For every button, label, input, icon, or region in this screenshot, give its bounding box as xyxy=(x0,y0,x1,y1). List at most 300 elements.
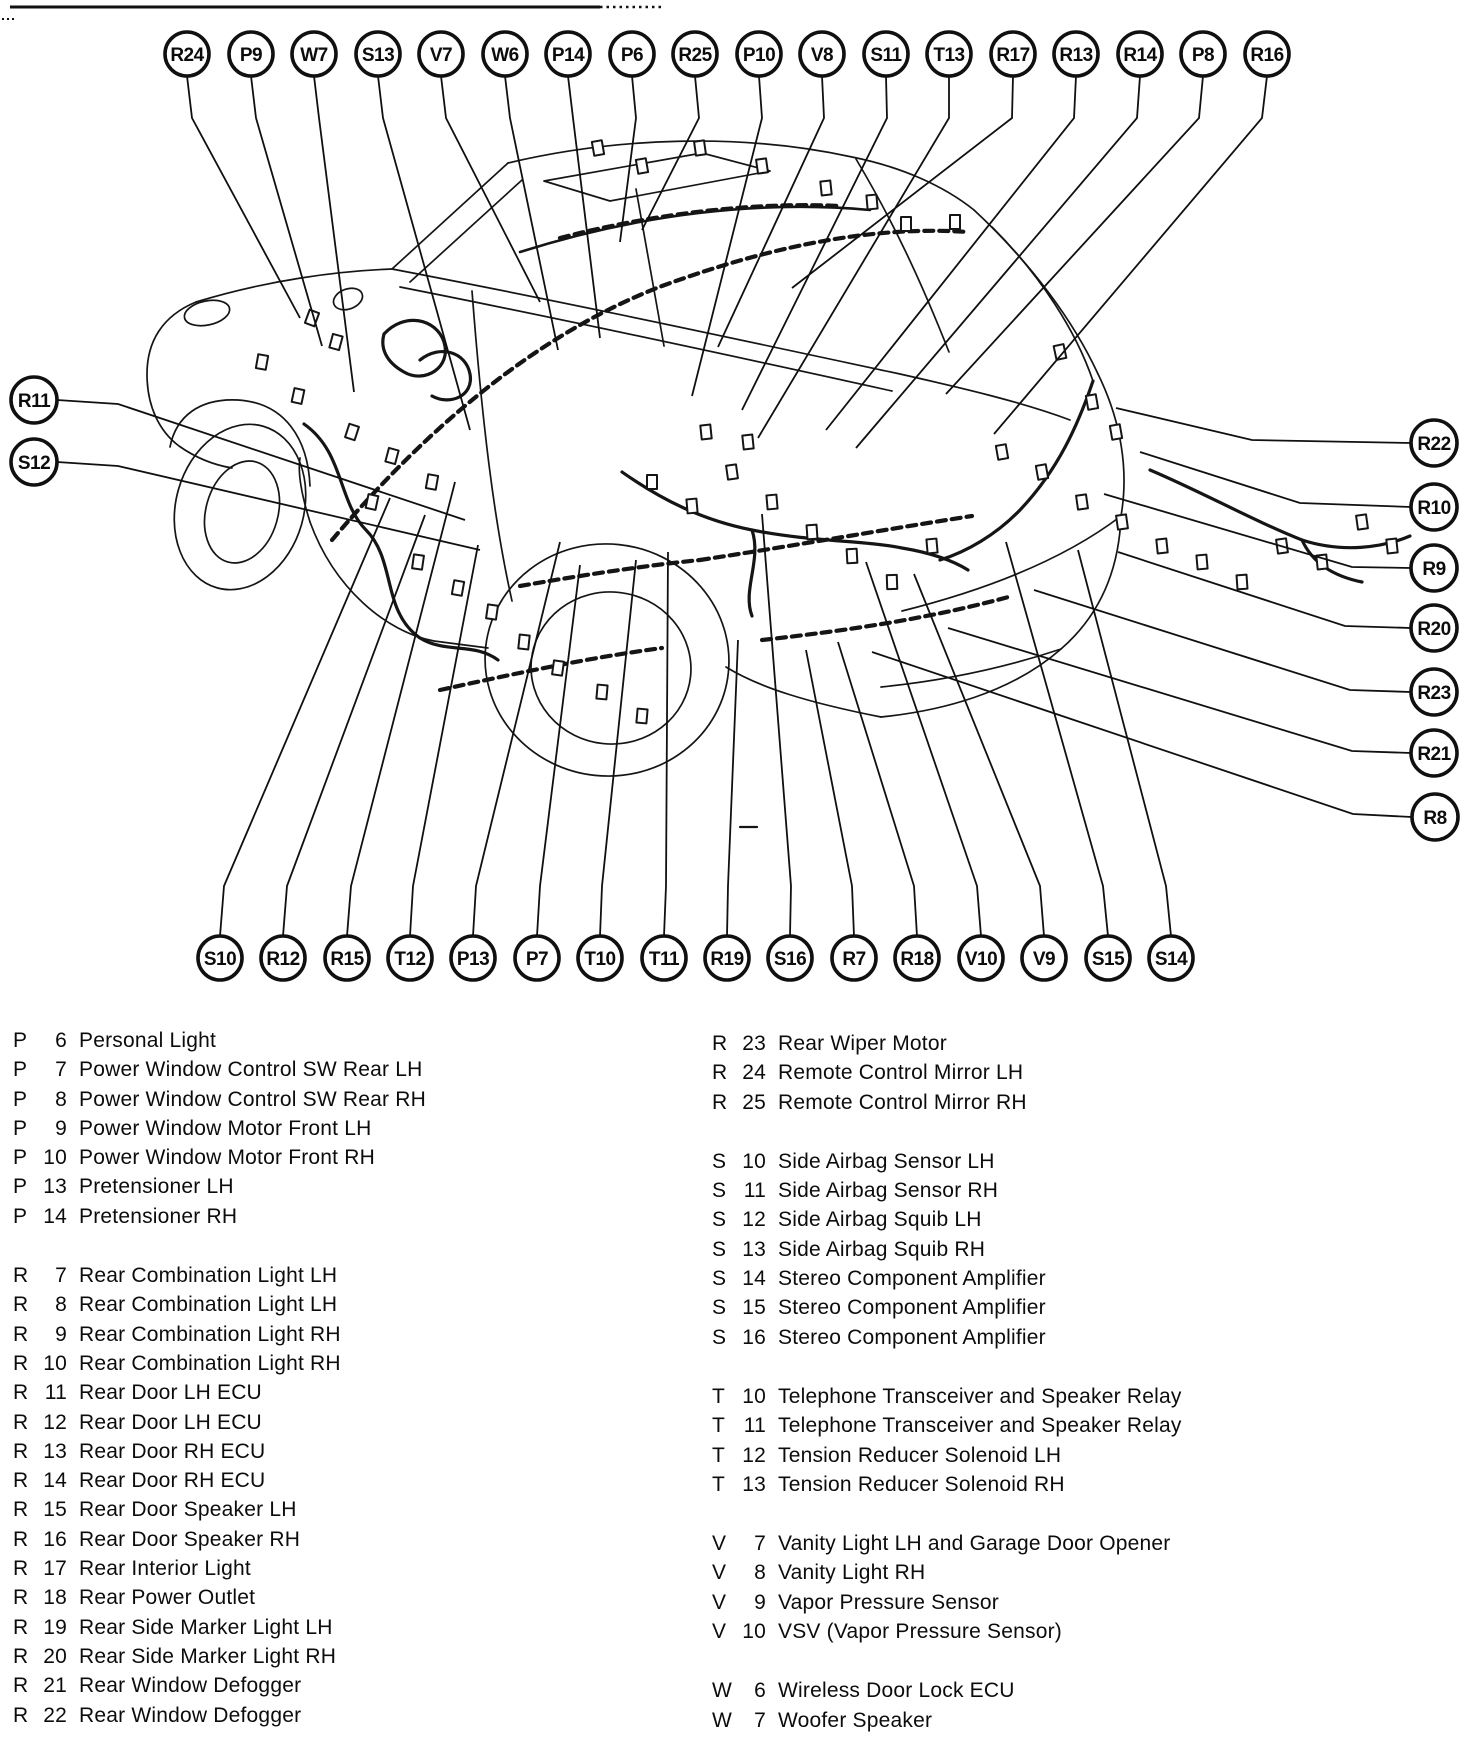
callout-label-R17: R17 xyxy=(996,45,1030,66)
legend-code: W 7 xyxy=(712,1708,766,1732)
legend-name: Pretensioner LH xyxy=(79,1175,234,1199)
connector-box xyxy=(756,158,768,173)
legend-code: P 6 xyxy=(13,1029,67,1052)
legend-name: Rear Side Marker Light RH xyxy=(79,1644,337,1668)
connector-box xyxy=(820,181,831,196)
legend-row-P10 xyxy=(13,1143,426,1172)
connector-box xyxy=(592,140,604,156)
callout-label-P14: P14 xyxy=(551,45,585,66)
connector-box xyxy=(996,444,1008,460)
legend-code: P 8 xyxy=(13,1087,67,1111)
legend-section xyxy=(712,1029,1182,1117)
callout-label-T11: T11 xyxy=(648,949,680,970)
leader-P13 xyxy=(473,542,560,936)
callout-label-S16: S16 xyxy=(773,949,807,970)
callout-T12 xyxy=(388,936,432,980)
callout-label-T10: T10 xyxy=(584,949,616,970)
connector-box xyxy=(686,499,697,514)
legend-name: Rear Window Defogger xyxy=(79,1674,302,1698)
leader-R7 xyxy=(806,650,854,936)
legend-section xyxy=(712,1147,1182,1352)
callout-label-S13: S13 xyxy=(361,45,395,66)
callout-label-S11: S11 xyxy=(870,45,902,66)
leader-R21 xyxy=(948,628,1411,753)
legend-row-R9 xyxy=(13,1320,426,1349)
legend-name: Rear Side Marker Light LH xyxy=(79,1615,333,1639)
callout-R19 xyxy=(705,936,749,980)
callout-V7 xyxy=(419,32,463,76)
legend-row-R7 xyxy=(13,1261,426,1290)
callout-R21 xyxy=(1411,730,1457,776)
legend-code: R 21 xyxy=(13,1674,67,1698)
legend-row-R21 xyxy=(13,1671,426,1700)
callout-R11 xyxy=(11,377,57,423)
connector-box xyxy=(726,464,738,479)
legend-section xyxy=(13,1026,426,1231)
connector-box xyxy=(887,575,897,589)
legend-row-P14 xyxy=(13,1202,426,1231)
legend-name: Rear Window Defogger xyxy=(79,1703,302,1727)
legend-code: S 10 xyxy=(712,1149,766,1173)
legend-name: Tension Reducer Solenoid LH xyxy=(778,1443,1062,1467)
legend-name: Pretensioner RH xyxy=(79,1204,238,1228)
connector-box xyxy=(1076,494,1088,509)
legend-name: Side Airbag Squib LH xyxy=(778,1208,982,1232)
legend-name: Personal Light xyxy=(79,1029,217,1052)
callout-R12 xyxy=(261,936,305,980)
legend-code: P 14 xyxy=(13,1204,67,1228)
legend-name: Rear Wiper Motor xyxy=(778,1032,947,1055)
connector-box xyxy=(329,334,342,350)
legend-code: P 9 xyxy=(13,1116,67,1140)
legend-code: R 17 xyxy=(13,1557,67,1581)
leader-R20 xyxy=(1118,552,1411,628)
legend-row-V9 xyxy=(712,1588,1182,1617)
legend-name: Power Window Control SW Rear RH xyxy=(79,1087,426,1111)
connector-box xyxy=(1110,424,1122,440)
callout-label-P7: P7 xyxy=(525,949,549,970)
callout-label-R11: R11 xyxy=(17,391,51,412)
legend-row-R22 xyxy=(13,1701,426,1730)
legend-name: Stereo Component Amplifier xyxy=(778,1325,1046,1349)
callout-P10 xyxy=(737,32,781,76)
callout-R10 xyxy=(1411,484,1457,530)
legend-column-right xyxy=(712,1029,1182,1735)
callout-circles xyxy=(11,32,1458,980)
legend-row-W6 xyxy=(712,1676,1182,1705)
legend-row-R15 xyxy=(13,1495,426,1524)
callout-label-R25: R25 xyxy=(678,45,712,66)
leader-P14 xyxy=(568,76,600,338)
connector-box xyxy=(636,709,647,724)
legend-name: Vapor Pressure Sensor xyxy=(778,1590,999,1614)
legend-row-R24 xyxy=(712,1058,1182,1087)
legend-code: T 11 xyxy=(712,1414,766,1438)
legend-row-P9 xyxy=(13,1114,426,1143)
legend-row-T12 xyxy=(712,1441,1182,1470)
legend-name: Woofer Speaker xyxy=(778,1708,933,1732)
legend-name: Rear Combination Light RH xyxy=(79,1351,341,1375)
connector-box xyxy=(766,495,777,510)
leader-V9 xyxy=(914,574,1044,936)
legend-code: V 8 xyxy=(712,1561,766,1585)
legend-name: Stereo Component Amplifier xyxy=(778,1267,1046,1291)
connector-box xyxy=(452,580,464,596)
legend-name: Power Window Motor Front RH xyxy=(79,1146,375,1170)
callout-S12 xyxy=(11,439,57,485)
callout-label-R9: R9 xyxy=(1422,559,1446,580)
legend-row-R10 xyxy=(13,1349,426,1378)
legend-name: Remote Control Mirror LH xyxy=(778,1061,1024,1085)
callout-S13 xyxy=(356,32,400,76)
legend-name: Telephone Transceiver and Speaker Relay xyxy=(778,1414,1182,1438)
legend-row-R16 xyxy=(13,1525,426,1554)
callout-label-P13: P13 xyxy=(456,949,490,970)
legend-code: P 10 xyxy=(13,1146,67,1170)
callout-label-P9: P9 xyxy=(239,45,263,66)
legend-name: Rear Power Outlet xyxy=(79,1586,256,1610)
top-rule xyxy=(2,7,662,19)
legend-code: W 6 xyxy=(712,1679,766,1703)
legend-code: S 13 xyxy=(712,1237,766,1261)
leader-T10 xyxy=(600,560,636,936)
connector-box xyxy=(385,448,398,464)
legend-code: R 13 xyxy=(13,1439,67,1463)
legend-code: R 10 xyxy=(13,1351,67,1375)
legend-name: Vanity Light LH and Garage Door Opener xyxy=(778,1532,1171,1556)
callout-label-R14: R14 xyxy=(1123,45,1157,66)
legend-row-T10 xyxy=(712,1382,1182,1411)
callout-V9 xyxy=(1022,936,1066,980)
legend-row-P7 xyxy=(13,1055,426,1084)
connector-box xyxy=(1036,464,1048,480)
legend-column-left xyxy=(13,1026,426,1730)
callout-S14 xyxy=(1149,936,1193,980)
legend-row-R20 xyxy=(13,1642,426,1671)
legend-code: R 18 xyxy=(13,1586,67,1610)
leader-R19 xyxy=(727,640,738,936)
callout-R18 xyxy=(895,936,939,980)
connector-box xyxy=(292,388,305,404)
legend-name: Rear Door RH ECU xyxy=(79,1469,266,1493)
legend-code: T 12 xyxy=(712,1443,766,1467)
legend-code: S 16 xyxy=(712,1325,766,1349)
connector-box xyxy=(847,549,858,564)
legend-name: Side Airbag Squib RH xyxy=(778,1237,986,1261)
callout-W7 xyxy=(292,32,336,76)
callout-R15 xyxy=(325,936,369,980)
legend-name: Rear Door RH ECU xyxy=(79,1439,266,1463)
legend-row-R11 xyxy=(13,1378,426,1407)
legend-row-S12 xyxy=(712,1205,1182,1234)
legend-code: R 12 xyxy=(13,1410,67,1434)
legend-row-R14 xyxy=(13,1466,426,1495)
callout-label-R12: R12 xyxy=(266,949,300,970)
legend-section xyxy=(712,1529,1182,1646)
callout-S16 xyxy=(768,936,812,980)
legend-row-R19 xyxy=(13,1613,426,1642)
callout-R14 xyxy=(1118,32,1162,76)
callout-W6 xyxy=(483,32,527,76)
callout-R17 xyxy=(991,32,1035,76)
connector-box xyxy=(807,525,818,540)
connector-box xyxy=(366,494,379,510)
legend-name: VSV (Vapor Pressure Sensor) xyxy=(778,1620,1062,1644)
leader-R25 xyxy=(642,76,699,230)
legend-name: Side Airbag Sensor LH xyxy=(778,1149,995,1173)
connector-box xyxy=(742,435,753,450)
legend-name: Stereo Component Amplifier xyxy=(778,1296,1046,1320)
connector-box xyxy=(345,424,359,440)
callout-label-V10: V10 xyxy=(964,949,998,970)
legend-row-T13 xyxy=(712,1470,1182,1499)
legend-section xyxy=(712,1382,1182,1499)
connector-box xyxy=(866,195,877,210)
leader-T12 xyxy=(410,545,478,936)
legend-row-S16 xyxy=(712,1323,1182,1352)
legend-name: Wireless Door Lock ECU xyxy=(778,1679,1015,1703)
legend-row-P6 xyxy=(13,1026,426,1055)
callout-T11 xyxy=(642,936,686,980)
callout-label-R10: R10 xyxy=(1417,498,1451,519)
callout-label-R15: R15 xyxy=(330,949,364,970)
callout-label-V7: V7 xyxy=(429,45,453,66)
connector-box xyxy=(901,217,911,231)
legend-code: P 7 xyxy=(13,1058,67,1082)
legend-code: R 11 xyxy=(13,1381,67,1405)
callout-R24 xyxy=(165,32,209,76)
leader-T11 xyxy=(664,552,668,936)
callout-R22 xyxy=(1411,420,1457,466)
callout-label-T12: T12 xyxy=(394,949,426,970)
callout-P8 xyxy=(1181,32,1225,76)
leader-P6 xyxy=(620,76,636,242)
legend-code: R 7 xyxy=(13,1264,67,1288)
legend-name: Rear Door LH ECU xyxy=(79,1381,262,1405)
legend-name: Rear Door Speaker RH xyxy=(79,1527,301,1551)
legend-code: T 13 xyxy=(712,1472,766,1496)
legend-row-R8 xyxy=(13,1290,426,1319)
connector-box xyxy=(694,140,706,155)
callout-label-R24: R24 xyxy=(170,45,204,66)
connector-box xyxy=(1196,555,1207,570)
legend-name: Rear Combination Light LH xyxy=(79,1293,338,1317)
callout-P9 xyxy=(229,32,273,76)
callout-label-R16: R16 xyxy=(1250,45,1284,66)
leader-R13 xyxy=(826,76,1076,430)
callout-label-R22: R22 xyxy=(1417,434,1451,455)
leader-P8 xyxy=(946,76,1203,394)
legend-row-R23 xyxy=(712,1029,1182,1058)
callout-R13 xyxy=(1054,32,1098,76)
callout-label-T13: T13 xyxy=(933,45,965,66)
legend-row-R13 xyxy=(13,1437,426,1466)
connector-box xyxy=(950,215,960,229)
callout-R16 xyxy=(1245,32,1289,76)
legend-row-R12 xyxy=(13,1408,426,1437)
leader-R14 xyxy=(856,76,1140,448)
leader-P10 xyxy=(692,76,762,396)
legend-code: R 9 xyxy=(13,1322,67,1346)
callout-label-R18: R18 xyxy=(900,949,934,970)
callout-R25 xyxy=(673,32,717,76)
leader-R24 xyxy=(187,76,300,318)
legend-code: R 20 xyxy=(13,1644,67,1668)
leader-R16 xyxy=(994,76,1267,434)
callout-P6 xyxy=(610,32,654,76)
legend-code: R 25 xyxy=(712,1090,766,1114)
callout-label-W6: W6 xyxy=(491,45,519,66)
connector-box xyxy=(636,158,648,174)
leader-S15 xyxy=(1006,542,1108,936)
callout-R20 xyxy=(1411,605,1457,651)
legend-name: Side Airbag Sensor RH xyxy=(778,1179,999,1203)
legend-code: P 13 xyxy=(13,1175,67,1199)
leader-V8 xyxy=(718,76,824,347)
connector-box xyxy=(1386,539,1397,554)
legend-code: R 24 xyxy=(712,1061,766,1085)
connector-box xyxy=(412,554,424,569)
callout-P14 xyxy=(546,32,590,76)
callout-label-R23: R23 xyxy=(1417,683,1451,704)
legend-code: V 10 xyxy=(712,1620,766,1644)
legend-code: R 23 xyxy=(712,1032,766,1055)
callout-R9 xyxy=(1411,545,1457,591)
legend-name: Tension Reducer Solenoid RH xyxy=(778,1472,1065,1496)
legend-row-R17 xyxy=(13,1554,426,1583)
callout-label-R19: R19 xyxy=(710,949,744,970)
connector-box xyxy=(518,635,529,650)
legend-code: R 8 xyxy=(13,1293,67,1317)
legend-row-S10 xyxy=(712,1147,1182,1176)
connector-box xyxy=(1237,575,1248,590)
leader-R15 xyxy=(347,482,455,936)
legend-name: Rear Door Speaker LH xyxy=(79,1498,297,1522)
legend-row-S14 xyxy=(712,1264,1182,1293)
leader-P7 xyxy=(537,565,580,936)
legend-code: R 22 xyxy=(13,1703,67,1727)
legend-code: R 19 xyxy=(13,1615,67,1639)
callout-label-S12: S12 xyxy=(17,453,51,474)
legend-code: S 11 xyxy=(712,1179,766,1203)
legend-row-W7 xyxy=(712,1706,1182,1735)
legend-row-R18 xyxy=(13,1583,426,1612)
callout-R23 xyxy=(1411,669,1457,715)
legend-section xyxy=(13,1261,426,1730)
connector-box xyxy=(486,604,498,619)
leader-W6 xyxy=(505,76,558,350)
connector-box xyxy=(1116,514,1128,529)
leader-T13 xyxy=(758,76,949,438)
leader-S16 xyxy=(762,514,791,936)
callout-T10 xyxy=(578,936,622,980)
leader-V10 xyxy=(866,562,981,936)
legend-name: Power Window Control SW Rear LH xyxy=(79,1058,423,1082)
legend-name: Remote Control Mirror RH xyxy=(778,1090,1027,1114)
legend-code: S 12 xyxy=(712,1208,766,1232)
connector-box xyxy=(1156,539,1167,554)
leader-S10 xyxy=(220,498,390,936)
legend-row-S15 xyxy=(712,1293,1182,1322)
legend-name: Rear Combination Light LH xyxy=(79,1264,338,1288)
leader-lines xyxy=(57,76,1412,936)
callout-R7 xyxy=(832,936,876,980)
connector-box xyxy=(700,425,711,440)
connector-box xyxy=(647,475,657,489)
legend-name: Rear Interior Light xyxy=(79,1557,251,1581)
callout-label-S15: S15 xyxy=(1091,949,1125,970)
callout-label-S10: S10 xyxy=(203,949,237,970)
leader-R10 xyxy=(1140,452,1411,507)
legend-code: R 14 xyxy=(13,1469,67,1493)
connector-box xyxy=(596,685,607,700)
callout-label-W7: W7 xyxy=(300,45,328,66)
legend-row-P13 xyxy=(13,1172,426,1201)
leader-R22 xyxy=(1116,408,1411,443)
callout-label-R21: R21 xyxy=(1417,744,1451,765)
callout-label-R20: R20 xyxy=(1417,619,1451,640)
legend-name: Vanity Light RH xyxy=(778,1561,926,1585)
legend-name: Telephone Transceiver and Speaker Relay xyxy=(778,1384,1182,1408)
connector-box xyxy=(256,354,268,370)
callout-V10 xyxy=(959,936,1003,980)
legend-name: Power Window Motor Front LH xyxy=(79,1116,372,1140)
legend-code: R 15 xyxy=(13,1498,67,1522)
legend-row-S11 xyxy=(712,1176,1182,1205)
legend-row-V10 xyxy=(712,1617,1182,1646)
legend-row-V7 xyxy=(712,1529,1182,1558)
legend-code: V 9 xyxy=(712,1590,766,1614)
legend-code: V 7 xyxy=(712,1532,766,1556)
harness-connectors xyxy=(256,140,1398,723)
legend-section xyxy=(712,1676,1182,1735)
callout-label-R8: R8 xyxy=(1423,808,1447,829)
callout-R8 xyxy=(1412,794,1458,840)
legend-name: Rear Door LH ECU xyxy=(79,1410,262,1434)
callout-label-V8: V8 xyxy=(810,45,834,66)
legend-code: R 16 xyxy=(13,1527,67,1551)
leader-P9 xyxy=(251,76,322,346)
connector-box xyxy=(426,474,438,490)
connector-box xyxy=(1086,394,1098,410)
callout-label-S14: S14 xyxy=(1154,949,1188,970)
callout-P7 xyxy=(515,936,559,980)
legend-row-V8 xyxy=(712,1558,1182,1587)
leader-R18 xyxy=(838,642,917,936)
callout-label-V9: V9 xyxy=(1032,949,1056,970)
legend-name: Rear Combination Light RH xyxy=(79,1322,341,1346)
callout-V8 xyxy=(800,32,844,76)
legend-row-T11 xyxy=(712,1411,1182,1440)
connector-box xyxy=(1356,514,1368,529)
callout-label-P8: P8 xyxy=(1191,45,1215,66)
legend-row-R25 xyxy=(712,1088,1182,1117)
legend-code: S 15 xyxy=(712,1296,766,1320)
legend-row-S13 xyxy=(712,1235,1182,1264)
callout-P13 xyxy=(451,936,495,980)
legend-row-P8 xyxy=(13,1085,426,1114)
callout-label-R7: R7 xyxy=(842,949,866,970)
callout-S11 xyxy=(864,32,908,76)
callout-label-P10: P10 xyxy=(742,45,776,66)
connector-box xyxy=(552,660,564,675)
legend-code: S 14 xyxy=(712,1267,766,1291)
legend-code: T 10 xyxy=(712,1384,766,1408)
connector-box xyxy=(926,539,937,554)
callout-T13 xyxy=(927,32,971,76)
callout-label-P6: P6 xyxy=(620,45,644,66)
leader-R23 xyxy=(1034,590,1411,692)
